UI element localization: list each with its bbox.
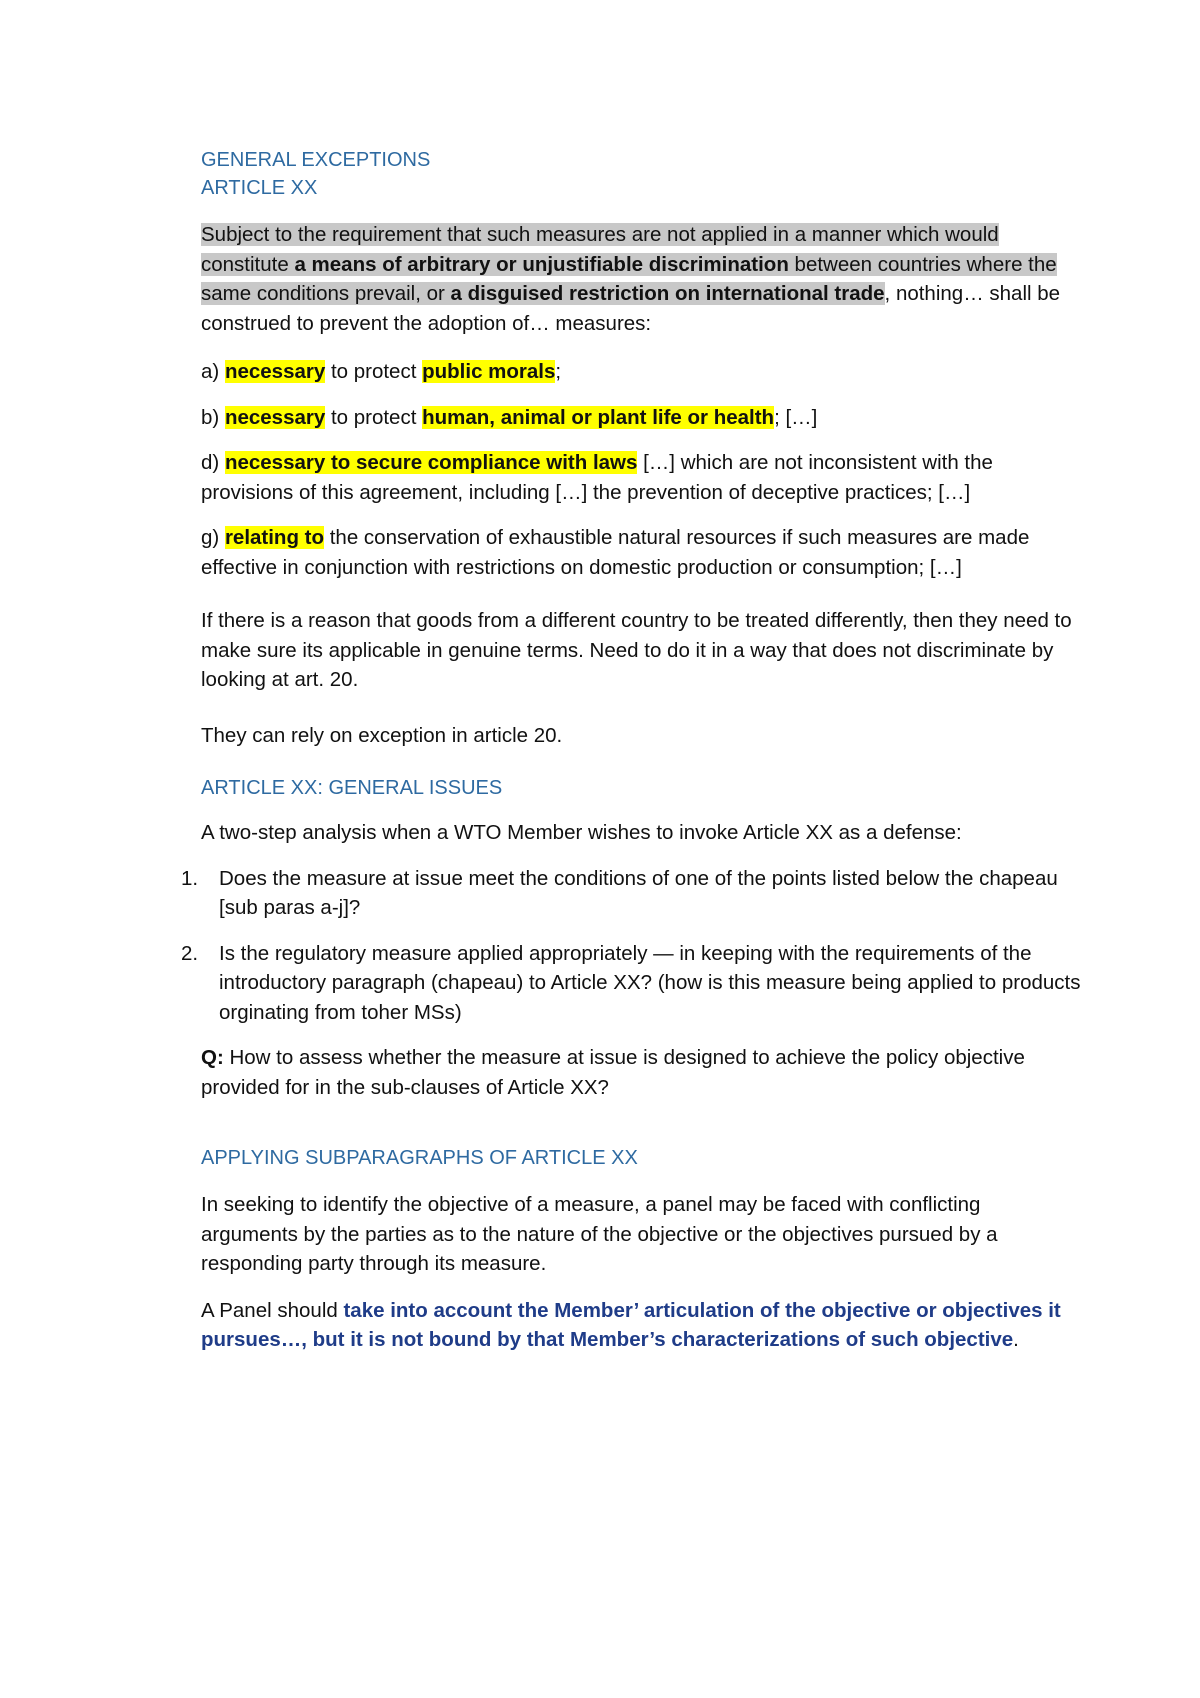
list-text: Does the measure at issue meet the conditions of one of the points listed below the chapeau [sub paras a-j]?	[219, 866, 1058, 919]
item-label: b)	[201, 405, 225, 429]
item-text: ; […]	[774, 405, 818, 429]
highlight-necessary: necessary	[224, 405, 326, 429]
title-general-issues: ARTICLE XX: GENERAL ISSUES	[201, 777, 503, 799]
question-text: How to assess whether the measure at issue is designed to achieve the policy objective provided for in the sub-clauses of Article XX?	[201, 1046, 1025, 1099]
note-paragraph-2: They can rely on exception in article 20.	[201, 723, 563, 747]
list-item	[181, 939, 1081, 1028]
chapeau-text-3: , nothing… shall be construed to prevent the adoption of… measures:	[201, 282, 1061, 335]
steps-list	[181, 864, 1081, 1028]
item-d	[201, 448, 1081, 507]
title-article-xx: ARTICLE XX	[201, 177, 318, 199]
title-applying-subparagraphs: APPLYING SUBPARAGRAPHS OF ARTICLE XX	[201, 1147, 638, 1169]
question-paragraph	[201, 1043, 1081, 1102]
item-label: a)	[201, 360, 225, 383]
item-text: the conservation of exhaustible natural resources if such measures are made effective in conjunction with restrictions on domestic production or consumption; […]	[201, 526, 1030, 579]
highlight-necessary: necessary	[224, 360, 326, 383]
objective-paragraph: In seeking to identify the objective of a measure, a panel may be faced with conflicting arguments by the parties as to the nature of the objective or the objectives pursued by a responding party through its measure.	[201, 1193, 998, 1275]
chapeau-bold-1: a means of arbitrary or unjustifiable discrimination	[294, 252, 789, 276]
item-a	[201, 357, 1081, 387]
item-text: to protect	[325, 405, 423, 429]
item-text: […] which are not inconsistent with the provisions of this agreement, including […] the prevention of deceptive practices; […]	[201, 451, 993, 504]
highlight-compliance: necessary to secure compliance with laws	[224, 451, 638, 474]
note-paragraph-1: If there is a reason that goods from a different country to be treated differently, then they need to make sure its applicable in genuine terms. Need to do it in a way that does not discriminate by looking at art. 20.	[201, 609, 1072, 691]
panel-paragraph	[201, 1296, 1081, 1355]
question-label: Q:	[201, 1046, 224, 1069]
chapeau-text-2: between countries where the same conditions prevail, or	[201, 252, 1057, 305]
panel-lead: A Panel should	[201, 1298, 344, 1322]
list-item	[181, 864, 1081, 923]
item-label: d)	[201, 451, 225, 474]
list-number: 1.	[181, 866, 199, 890]
list-number: 2.	[181, 941, 199, 965]
intro-paragraph: A two-step analysis when a WTO Member wishes to invoke Article XX as a defense:	[201, 821, 962, 844]
panel-emphasis: take into account the Member’ articulation of the objective or objectives it pursues…, but it is not bound by that Member’s characterizations of such objective	[201, 1298, 1061, 1351]
panel-end: .	[1013, 1328, 1019, 1351]
chapeau-bold-2: a disguised restriction on international trade	[450, 282, 885, 305]
document-body	[181, 146, 1081, 1355]
highlight-life-health: human, animal or plant life or health	[422, 405, 775, 429]
item-b	[201, 403, 1081, 433]
chapeau-text-1: Subject to the requirement that such measures are not applied in a manner which would constitute	[201, 223, 999, 276]
item-label: g)	[201, 526, 225, 549]
title-general-exceptions: GENERAL EXCEPTIONS	[201, 149, 431, 171]
highlight-public-morals: public morals	[422, 360, 556, 383]
item-text: ;	[555, 360, 562, 383]
list-text: Is the regulatory measure applied appropriately — in keeping with the requirements of the introductory paragraph (chapeau) to Article XX? (how is this measure being applied to products orginating from toher MSs)	[219, 941, 1081, 1024]
highlight-relating-to: relating to	[224, 526, 325, 549]
item-g	[201, 523, 1081, 582]
item-text: to protect	[325, 360, 423, 383]
chapeau-paragraph	[201, 220, 1081, 338]
